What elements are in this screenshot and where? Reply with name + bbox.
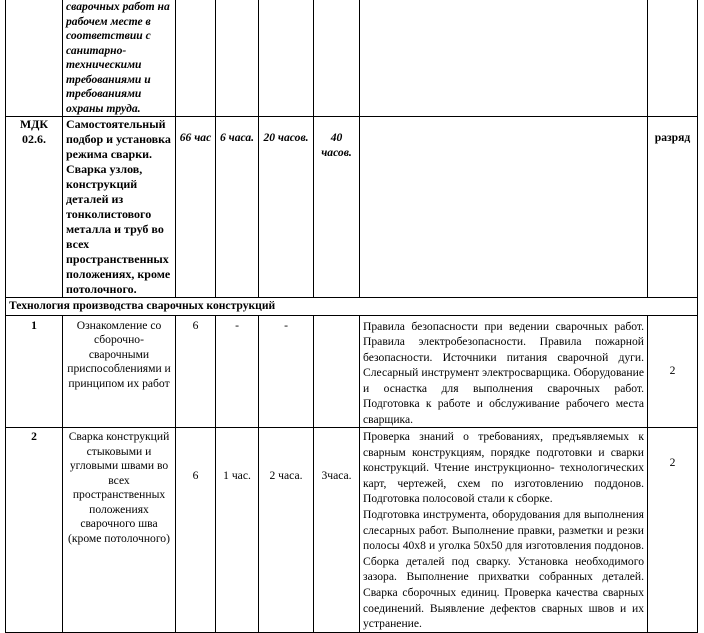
mdk-code: МДК 02.6.: [6, 117, 63, 298]
row-number: 1: [6, 315, 63, 428]
row-topic: Сварка конструкций стыковыми и угловыми швами во всех пространственных положениях сварочного шва (кроме потолочного): [63, 428, 176, 633]
row-content: [360, 315, 648, 428]
row-hours: 6: [176, 428, 216, 633]
curriculum-table: [5, 0, 698, 633]
mdk-col5: 40 часов.: [314, 117, 360, 298]
top-row: [6, 0, 698, 117]
top-empty-cell: [6, 0, 63, 117]
row-content: [360, 428, 648, 633]
section-row: [6, 298, 698, 316]
row-extra-hours: 3часа.: [314, 428, 360, 633]
row-topic: Ознакомление со сборочно-сварочными приспособлениями и принципом их работ: [63, 315, 176, 428]
row-level: 2: [648, 315, 698, 428]
content-paragraph: Проверка знаний о требованиях, предъявляемых к сварным конструкциям, порядке подготовки и сварки конструкций. Чтение инструкционно- технологических карт, чертежей, схем по изготовлению поддонов. Подготовка полосовой стали к сборке.: [363, 430, 644, 506]
table-row: [6, 315, 698, 428]
row-practice: 2 часа.: [259, 428, 314, 633]
row-theory: 1 час.: [216, 428, 259, 633]
mdk-col4: 20 часов.: [259, 117, 314, 298]
mdk-level: разряд: [648, 117, 698, 298]
mdk-title: Самостоятельный подбор и установка режима сварки. Сварка узлов, конструкций деталей из тонколистового металла и труб во всех пространственных положениях, кроме потолочного.: [63, 117, 176, 298]
top-continuation-text: сварочных работ на рабочем месте в соответствии с санитарно-техническими требованиями и требованиями охраны труда.: [63, 0, 176, 117]
content-paragraph: Подготовка инструмента, оборудования для выполнения слесарных работ. Выполнение правки, разметки и резки полосы 40х8 и уголка 50х50 для изготовления поддонов. Сборка деталей под сварку. Установка необходимого зазора. Выполнение прихватки собранных деталей. Сварка сборочных единиц. Проверка качества сварных соединений. Выявление дефектов сварных швов и их устранение.: [363, 507, 644, 631]
mdk-total-hours: 66 час: [176, 117, 216, 298]
row-theory: -: [216, 315, 259, 428]
row-number: 2: [6, 428, 63, 633]
section-title: Технология производства сварочных конструкций: [6, 298, 698, 316]
row-level: 2: [648, 428, 698, 633]
mdk-col3: 6 часа.: [216, 117, 259, 298]
table-row: [6, 428, 698, 633]
row-practice: -: [259, 315, 314, 428]
mdk-row: [6, 117, 698, 298]
row-hours: 6: [176, 315, 216, 428]
content-paragraph: Правила безопасности при ведении сварочных работ. Правила электробезопасности. Правила пожарной безопасности. Источники питания сварочной дуги. Слесарный инструмент электросварщика. Оборудование и оснастка для выполнения сварочных работ. Подготовка к работе и обслуживание рабочего места сварщика.: [363, 319, 644, 426]
